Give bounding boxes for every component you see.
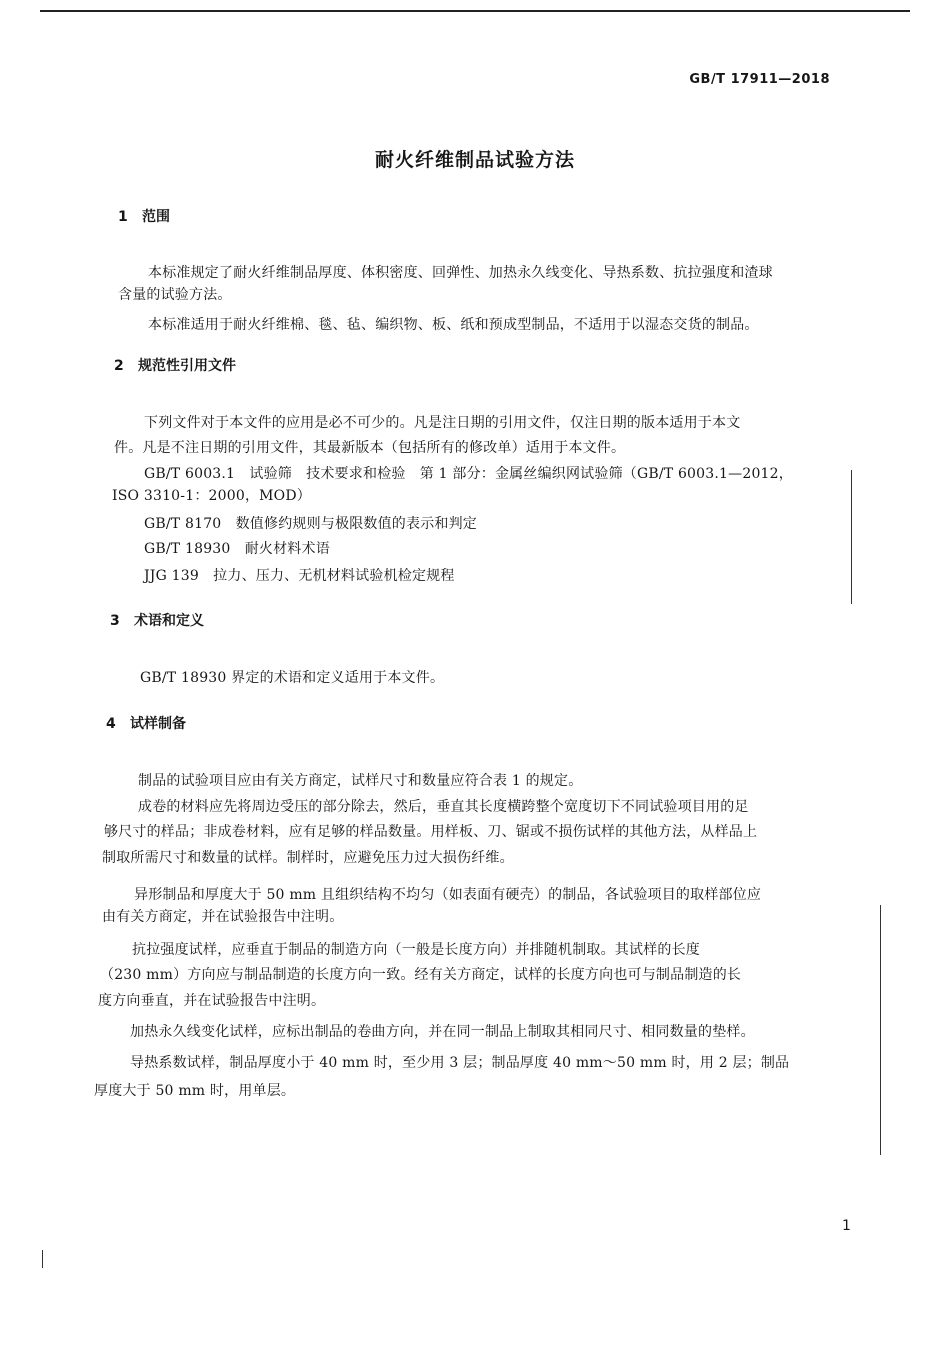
paragraph-line: 够尺寸的样品；非成卷材料，应有足够的样品数量。用样板、刀、锯或不损伤试样的其他方法，从样品上 — [104, 824, 758, 840]
margin-mark — [42, 1250, 43, 1268]
section-number: 2 — [114, 358, 124, 374]
reference-line: ISO 3310-1：2000，MOD） — [112, 488, 311, 504]
reference-line: GB/T 6003.1 试验筛 技术要求和检验 第 1 部分：金属丝编织网试验筛（GB/T 6003.1—2012， — [144, 466, 793, 482]
section-3-heading — [110, 610, 204, 630]
margin-mark — [880, 905, 881, 1155]
paragraph-line: 导热系数试样，制品厚度小于 40 mm 时，至少用 3 层；制品厚度 40 mm～50 mm 时，用 2 层；制品 — [130, 1055, 790, 1071]
paragraph-line: 件。凡是不注日期的引用文件，其最新版本（包括所有的修改单）适用于本文件。 — [114, 440, 626, 456]
section-title: 规范性引用文件 — [138, 358, 236, 374]
section-number: 1 — [118, 209, 128, 225]
margin-mark — [851, 470, 852, 604]
paragraph-line: （230 mm）方向应与制品制造的长度方向一致。经有关方商定，试样的长度方向也可与制品制造的长 — [100, 967, 742, 983]
paragraph-line: 异形制品和厚度大于 50 mm 且组织结构不均匀（如表面有硬壳）的制品，各试验项目的取样部位应 — [134, 887, 762, 903]
paragraph-line: 下列文件对于本文件的应用是必不可少的。凡是注日期的引用文件，仅注日期的版本适用于本文 — [144, 415, 741, 431]
section-2-heading — [114, 355, 236, 375]
section-1-heading — [118, 206, 170, 226]
section-4-heading — [106, 713, 186, 733]
section-title: 术语和定义 — [134, 613, 204, 629]
section-number: 4 — [106, 716, 116, 732]
paragraph-line: 抗拉强度试样，应垂直于制品的制造方向（一般是长度方向）并排随机制取。其试样的长度 — [132, 942, 700, 958]
reference-line: GB/T 18930 耐火材料术语 — [144, 541, 330, 557]
section-number: 3 — [110, 613, 120, 629]
paragraph-line: 度方向垂直，并在试验报告中注明。 — [98, 993, 326, 1009]
section-title: 试样制备 — [130, 716, 186, 732]
page-number: 1 — [842, 1218, 851, 1234]
standard-number: GB/T 17911—2018 — [689, 72, 830, 87]
section-title: 范围 — [142, 209, 170, 225]
paragraph-line: 本标准规定了耐火纤维制品厚度、体积密度、回弹性、加热永久线变化、导热系数、抗拉强度和渣球 — [148, 265, 773, 281]
paragraph-line: 由有关方商定，并在试验报告中注明。 — [102, 909, 344, 925]
paragraph-line: 含量的试验方法。 — [118, 287, 232, 303]
paragraph-line: 制品的试验项目应由有关方商定，试样尺寸和数量应符合表 1 的规定。 — [138, 773, 583, 789]
reference-line: GB/T 8170 数值修约规则与极限数值的表示和判定 — [144, 516, 478, 532]
paragraph-line: 制取所需尺寸和数量的试样。制样时，应避免压力过大损伤纤维。 — [102, 850, 514, 866]
paragraph-line: 加热永久线变化试样，应标出制品的卷曲方向，并在同一制品上制取其相同尺寸、相同数量的垫样。 — [130, 1024, 755, 1040]
paragraph-line: GB/T 18930 界定的术语和定义适用于本文件。 — [140, 670, 445, 686]
paragraph-line: 成卷的材料应先将周边受压的部分除去，然后，垂直其长度横跨整个宽度切下不同试验项目用的足 — [138, 799, 749, 815]
paragraph-line: 本标准适用于耐火纤维棉、毯、毡、编织物、板、纸和预成型制品，不适用于以湿态交货的制品。 — [148, 317, 759, 333]
document-title: 耐火纤维制品试验方法 — [374, 149, 575, 171]
paragraph-line: 厚度大于 50 mm 时，用单层。 — [94, 1083, 296, 1099]
top-rule — [40, 10, 910, 12]
reference-line: JJG 139 拉力、压力、无机材料试验机检定规程 — [144, 568, 455, 584]
